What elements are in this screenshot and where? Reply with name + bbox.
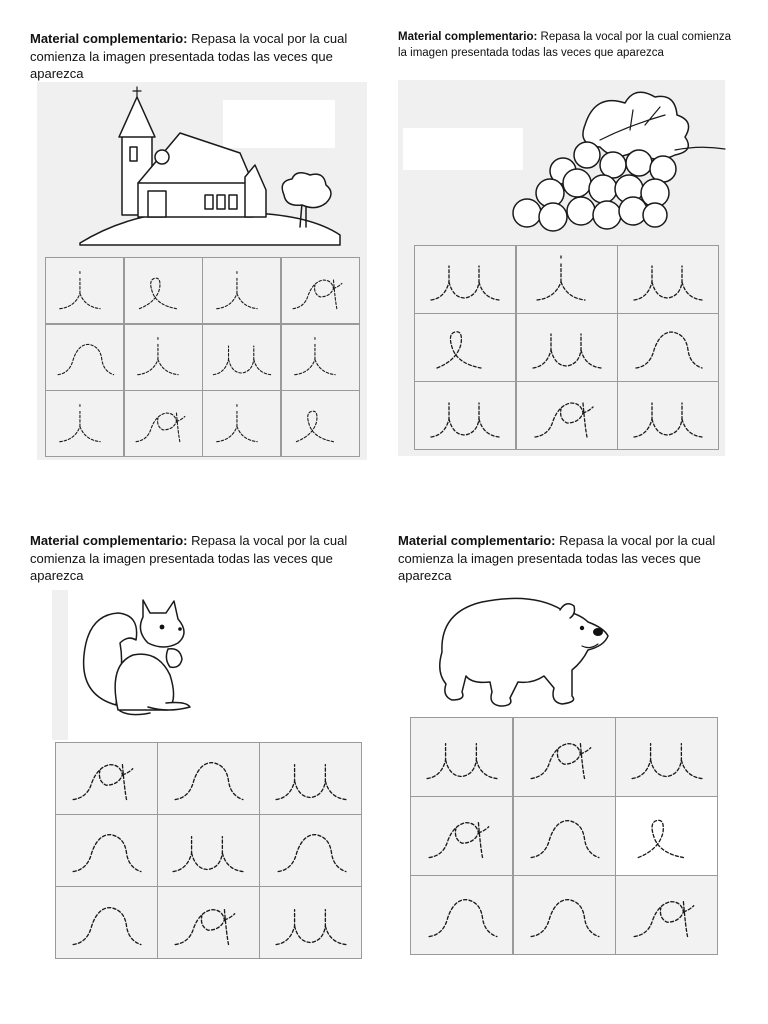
grapes-illustration bbox=[505, 85, 727, 245]
trace-stroke-i bbox=[217, 293, 237, 308]
instruction-heading-1: Material complementario: bbox=[30, 31, 188, 46]
trace-cell[interactable] bbox=[517, 314, 617, 381]
instruction-text-1 bbox=[30, 30, 375, 83]
instruction-body-4: Repasa la vocal por la cual comienza la imagen presentada todas las veces que aparezca bbox=[398, 533, 716, 583]
trace-cell[interactable] bbox=[260, 815, 361, 886]
trace-cell[interactable] bbox=[415, 246, 515, 313]
trace-stroke-i bbox=[59, 293, 79, 308]
trace-cell[interactable] bbox=[618, 314, 718, 381]
trace-cell[interactable] bbox=[125, 258, 202, 323]
trace-stroke-u bbox=[449, 266, 479, 298]
trace-stroke-u bbox=[223, 854, 244, 872]
trace-stroke-o bbox=[531, 821, 599, 858]
tracing-letter bbox=[288, 331, 352, 383]
trace-stroke-u bbox=[431, 403, 449, 437]
bear-illustration bbox=[432, 592, 614, 714]
trace-cell[interactable] bbox=[158, 743, 259, 814]
trace-stroke-i bbox=[315, 360, 335, 375]
trace-stroke-u bbox=[174, 837, 192, 872]
trace-stroke-u bbox=[533, 334, 551, 368]
trace-cell[interactable] bbox=[56, 743, 157, 814]
tracing-letter bbox=[169, 750, 247, 806]
trace-stroke-i bbox=[237, 293, 257, 308]
tracing-letter bbox=[529, 320, 605, 374]
tracing-letter bbox=[272, 822, 350, 878]
instruction-heading-3: Material complementario: bbox=[30, 533, 188, 548]
tracing-letter bbox=[67, 822, 145, 878]
trace-stroke-u bbox=[682, 282, 702, 300]
trace-stroke-i bbox=[80, 426, 100, 441]
tracing-letter bbox=[53, 265, 117, 317]
tracing-letter bbox=[630, 320, 706, 374]
tracing-letter bbox=[529, 252, 605, 306]
trace-stroke-u bbox=[325, 781, 346, 799]
tracing-letter bbox=[67, 895, 145, 951]
trace-cell[interactable] bbox=[616, 718, 717, 796]
trace-cell[interactable] bbox=[203, 258, 280, 323]
tracing-letter bbox=[427, 252, 503, 306]
trace-cell[interactable] bbox=[415, 314, 515, 381]
trace-stroke-i bbox=[217, 426, 237, 441]
trace-stroke-i bbox=[138, 360, 158, 375]
trace-stroke-i bbox=[237, 426, 257, 441]
tracing-letter bbox=[423, 807, 501, 865]
trace-stroke-o bbox=[429, 900, 497, 937]
trace-stroke-a bbox=[531, 743, 591, 778]
trace-cell[interactable] bbox=[125, 391, 202, 456]
trace-stroke-u bbox=[650, 743, 681, 776]
tracing-letter bbox=[131, 398, 195, 450]
tracing-letter bbox=[169, 822, 247, 878]
trace-stroke-e bbox=[638, 820, 683, 857]
trace-stroke-u bbox=[476, 760, 497, 778]
tracing-letter bbox=[529, 389, 605, 443]
trace-cell[interactable] bbox=[411, 718, 512, 796]
trace-stroke-u bbox=[652, 266, 682, 298]
trace-stroke-u bbox=[479, 419, 499, 437]
trace-stroke-u bbox=[276, 909, 294, 944]
trace-stroke-u bbox=[551, 334, 581, 366]
trace-stroke-u bbox=[634, 266, 652, 300]
trace-stroke-u bbox=[479, 282, 499, 300]
vowel-grid-1 bbox=[45, 257, 360, 457]
vowel-grid-2 bbox=[414, 245, 719, 450]
tracing-letter bbox=[423, 728, 501, 786]
trace-cell[interactable] bbox=[415, 382, 515, 449]
tracing-letter bbox=[53, 331, 117, 383]
trace-stroke-a bbox=[634, 902, 694, 937]
trace-cell[interactable] bbox=[203, 391, 280, 456]
tracing-letter bbox=[272, 750, 350, 806]
trace-stroke-u bbox=[294, 765, 325, 798]
trace-cell[interactable] bbox=[158, 887, 259, 958]
trace-stroke-u bbox=[254, 360, 271, 375]
instruction-heading-2: Material complementario: bbox=[398, 31, 538, 43]
trace-stroke-u bbox=[213, 346, 228, 375]
instruction-body-2: Repasa la vocal por la cual comienza la imagen presentada todas las veces que aparezca bbox=[398, 31, 732, 59]
tracing-letter bbox=[131, 331, 195, 383]
trace-cell[interactable] bbox=[618, 246, 718, 313]
trace-stroke-u bbox=[192, 837, 223, 870]
trace-cell[interactable] bbox=[616, 876, 717, 954]
tracing-letter bbox=[525, 728, 603, 786]
trace-cell[interactable] bbox=[411, 797, 512, 875]
trace-stroke-i bbox=[80, 293, 100, 308]
trace-stroke-u bbox=[634, 403, 652, 437]
trace-stroke-o bbox=[73, 835, 141, 872]
tracing-letter bbox=[169, 895, 247, 951]
trace-stroke-u bbox=[681, 760, 702, 778]
trace-stroke-i bbox=[537, 282, 561, 300]
instruction-text-4 bbox=[398, 532, 728, 585]
trace-cell[interactable] bbox=[517, 382, 617, 449]
tracing-letter bbox=[288, 265, 352, 317]
instruction-text-3 bbox=[30, 532, 355, 585]
tracing-letter bbox=[272, 895, 350, 951]
trace-stroke-u bbox=[294, 909, 325, 942]
tracing-letter bbox=[628, 886, 706, 944]
worksheet-panel-3 bbox=[52, 590, 68, 740]
trace-stroke-i bbox=[295, 360, 315, 375]
trace-stroke-a bbox=[429, 823, 489, 858]
trace-cell[interactable] bbox=[46, 258, 123, 323]
trace-stroke-o bbox=[278, 835, 346, 872]
trace-cell[interactable] bbox=[282, 391, 359, 456]
trace-stroke-a bbox=[136, 413, 185, 442]
trace-stroke-a bbox=[73, 765, 133, 800]
church-illustration bbox=[70, 85, 350, 245]
trace-cell[interactable] bbox=[260, 887, 361, 958]
trace-cell[interactable] bbox=[282, 258, 359, 323]
trace-stroke-u bbox=[632, 743, 650, 778]
trace-stroke-o bbox=[58, 344, 114, 374]
trace-stroke-u bbox=[449, 403, 479, 435]
trace-stroke-o bbox=[176, 763, 244, 800]
tracing-letter bbox=[630, 252, 706, 306]
tracing-letter bbox=[630, 389, 706, 443]
tracing-letter bbox=[131, 265, 195, 317]
trace-cell[interactable] bbox=[514, 797, 615, 875]
instruction-heading-4: Material complementario: bbox=[398, 533, 556, 548]
trace-stroke-o bbox=[636, 332, 702, 368]
instruction-body-1: Repasa la vocal por la cual comienza la imagen presentada todas las veces que aparezca bbox=[30, 31, 348, 81]
trace-cell[interactable] bbox=[46, 391, 123, 456]
trace-cell[interactable] bbox=[411, 876, 512, 954]
trace-stroke-u bbox=[325, 926, 346, 944]
trace-cell[interactable] bbox=[514, 718, 615, 796]
instruction-text-2 bbox=[398, 30, 738, 61]
trace-stroke-i bbox=[158, 360, 178, 375]
trace-stroke-o bbox=[531, 900, 599, 937]
trace-stroke-u bbox=[228, 346, 253, 373]
tracing-letter bbox=[67, 750, 145, 806]
tracing-letter bbox=[525, 807, 603, 865]
trace-stroke-o bbox=[73, 907, 141, 944]
trace-cell[interactable] bbox=[517, 246, 617, 313]
tracing-letter bbox=[210, 331, 274, 383]
trace-stroke-i bbox=[561, 282, 585, 300]
tracing-letter bbox=[423, 886, 501, 944]
tracing-letter bbox=[525, 886, 603, 944]
tracing-letter bbox=[210, 398, 274, 450]
trace-stroke-a bbox=[535, 403, 593, 437]
trace-cell[interactable] bbox=[125, 325, 202, 390]
trace-cell[interactable] bbox=[46, 325, 123, 390]
trace-cell[interactable] bbox=[282, 325, 359, 390]
trace-stroke-e bbox=[140, 278, 177, 309]
trace-cell[interactable] bbox=[616, 797, 717, 875]
trace-stroke-e bbox=[437, 332, 481, 368]
trace-stroke-u bbox=[581, 350, 601, 368]
trace-stroke-u bbox=[652, 403, 682, 435]
trace-cell[interactable] bbox=[56, 815, 157, 886]
trace-stroke-i bbox=[59, 426, 79, 441]
trace-stroke-a bbox=[293, 280, 342, 309]
trace-stroke-u bbox=[682, 419, 702, 437]
trace-stroke-u bbox=[427, 743, 445, 778]
trace-stroke-u bbox=[445, 743, 476, 776]
trace-cell[interactable] bbox=[158, 815, 259, 886]
trace-cell[interactable] bbox=[56, 887, 157, 958]
trace-stroke-u bbox=[276, 765, 294, 800]
squirrel-illustration bbox=[78, 595, 198, 720]
vowel-grid-4 bbox=[410, 717, 718, 955]
trace-stroke-a bbox=[176, 909, 236, 944]
trace-stroke-u bbox=[431, 266, 449, 300]
trace-cell[interactable] bbox=[618, 382, 718, 449]
tracing-letter bbox=[427, 320, 503, 374]
trace-cell[interactable] bbox=[514, 876, 615, 954]
vowel-grid-3 bbox=[55, 742, 362, 959]
tracing-letter bbox=[53, 398, 117, 450]
trace-stroke-e bbox=[297, 411, 334, 442]
tracing-letter bbox=[210, 265, 274, 317]
trace-cell[interactable] bbox=[203, 325, 280, 390]
tracing-letter bbox=[628, 807, 706, 865]
instruction-body-3: Repasa la vocal por la cual comienza la imagen presentada todas las veces que aparezca bbox=[30, 533, 348, 583]
tracing-letter bbox=[628, 728, 706, 786]
tracing-letter bbox=[288, 398, 352, 450]
trace-cell[interactable] bbox=[260, 743, 361, 814]
tracing-letter bbox=[427, 389, 503, 443]
